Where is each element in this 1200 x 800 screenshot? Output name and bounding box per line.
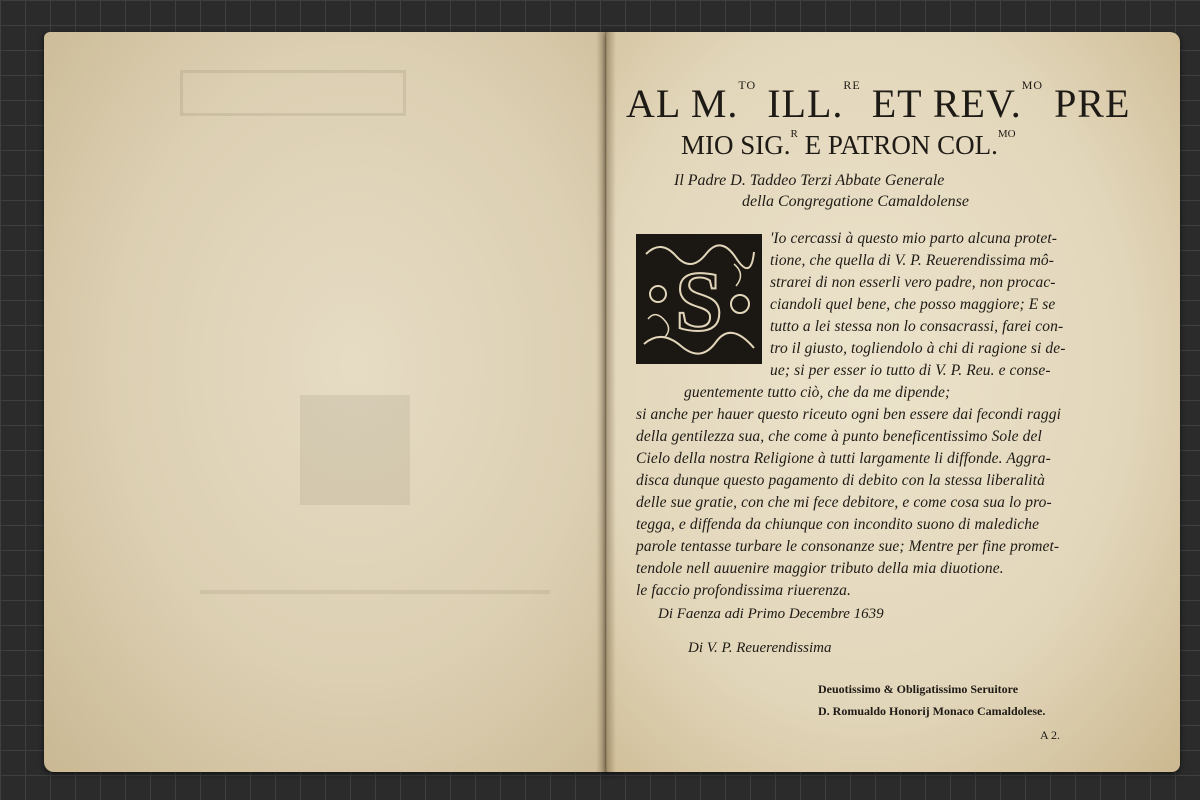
body-line: le faccio profondissima riuerenza. [636, 582, 851, 599]
body-line: Cielo della nostra Religione à tutti largamente li diffonde. Aggra- [636, 450, 1051, 467]
body-line: disca dunque questo pagamento di debito con la stessa liberalità [636, 472, 1045, 489]
body-line: 'Io cercassi à questo mio parto alcuna protet- [770, 230, 1058, 247]
title-line-2: MIO SIG.$^R$ E PATRON COL.$^{MO}$ [681, 128, 1016, 160]
book-gutter [596, 32, 616, 772]
body-line: della gentilezza sua, che come à punto beneficentissimo Sole del [636, 428, 1042, 445]
show-through-rule [200, 590, 550, 594]
body-line: ciandoli quel bene, che posso maggiore; E se [770, 296, 1056, 313]
subtitle-line: della Congregatione Camaldolense [742, 193, 969, 210]
closing-line: Di V. P. Reuerendissima [688, 640, 832, 656]
svg-text:S: S [675, 253, 723, 349]
body-line: tegga, e diffenda da chiunque con incondito suono di malediche [636, 516, 1040, 533]
body-line: tro il giusto, togliendolo à chi di ragione si de- [770, 340, 1066, 357]
body-line: tione, che quella di V. P. Reuerendissima mô- [770, 252, 1055, 269]
body-line: si anche per hauer questo riceuto ogni ben essere dai fecondi raggi [636, 406, 1061, 423]
body-line: ue; si per esser io tutto di V. P. Reu. e conse- [770, 362, 1051, 379]
signature-mark: A 2. [1040, 728, 1061, 742]
body-line: tendole nell auuenire maggior tributo della mia diuotione. [636, 560, 1004, 577]
body-line: parole tentasse turbare le consonanze sue; Mentre per fine promet- [636, 538, 1060, 555]
signature-title: Deuotissimo & Obligatissimo Seruitore [818, 682, 1019, 696]
decorated-initial-letter [636, 234, 762, 364]
body-line: delle sue gratie, con che mi fece debitore, e come cosa sua lo pro- [636, 494, 1052, 511]
body-line: tutto a lei stessa non lo consacrassi, farei con- [770, 318, 1064, 335]
show-through-emblem [300, 395, 410, 505]
title-line-1: AL M.$^{TO}$ ILL.$^{RE}$ ET REV.$^{MO}$ PRE [626, 78, 1131, 126]
subtitle-line: Il Padre D. Taddeo Terzi Abbate Generale [674, 172, 945, 189]
body-line: guentemente tutto ciò, che da me dipende; [684, 384, 951, 401]
dateline: Di Faenza adi Primo Decembre 1639 [658, 606, 884, 622]
body-line: strarei di non esserli vero padre, non procac- [770, 274, 1056, 291]
signature-name: D. Romualdo Honorij Monaco Camaldolese. [818, 704, 1046, 718]
show-through-frame [180, 70, 406, 116]
